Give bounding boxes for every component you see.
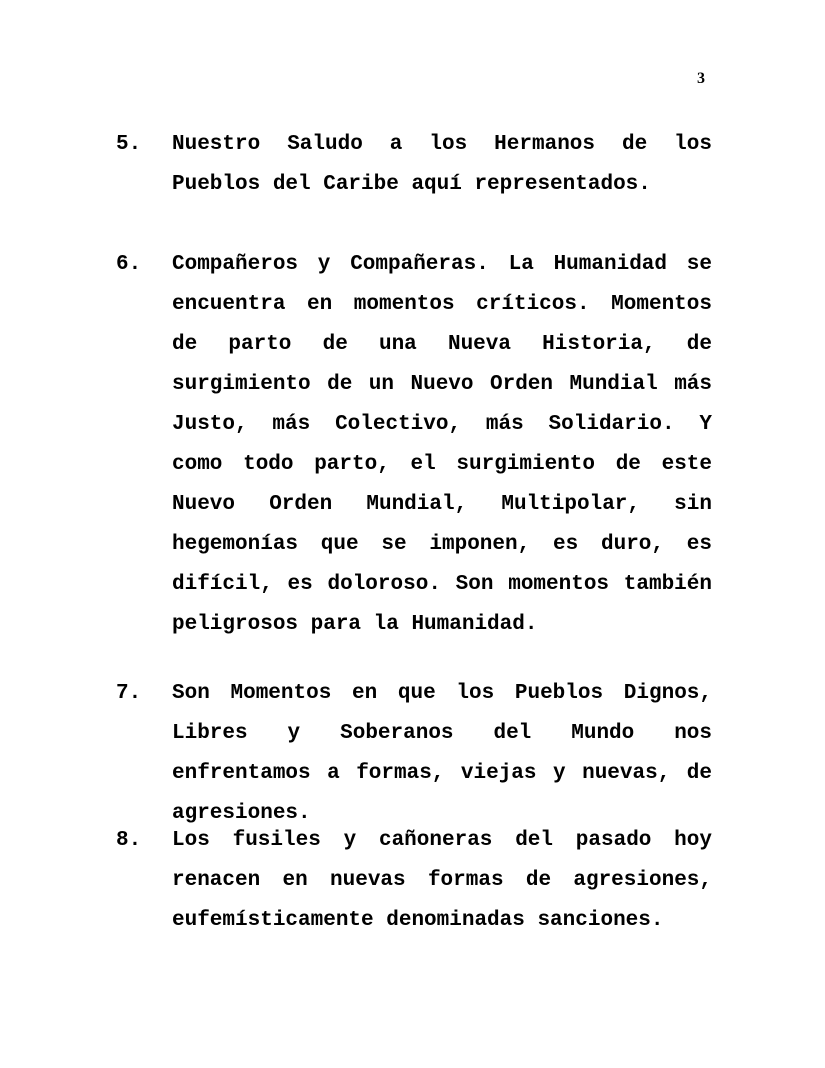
paragraph-text: Son Momentos en que los Pueblos Dignos, Libres y Soberanos del Mundo nos enfrentamos a formas, viejas y nuevas, de agresiones. (172, 682, 712, 825)
paragraph-number: 6. (116, 253, 142, 276)
page-number: 3 (697, 70, 705, 87)
paragraph-text: Nuestro Saludo a los Hermanos de los Pueblos del Caribe aquí representados. (172, 133, 712, 196)
numbered-paragraph (116, 674, 712, 834)
paragraph-text: Los fusiles y cañoneras del pasado hoy renacen en nuevas formas de agresiones, eufemísticamente denominadas sanciones. (172, 829, 712, 932)
paragraph-number: 7. (116, 682, 142, 705)
paragraph-number: 8. (116, 829, 142, 852)
paragraph-number: 5. (116, 133, 142, 156)
numbered-paragraph (116, 821, 712, 941)
numbered-paragraph (116, 125, 712, 205)
paragraph-text: Compañeros y Compañeras. La Humanidad se encuentra en momentos críticos. Momentos de parto de una Nueva Historia, de surgimiento de un Nuevo Orden Mundial más Justo, más Colectivo, más Solidario. Y como todo parto, el surgimiento de este Nuevo Orden Mundial, Multipolar, sin hegemonías que se imponen, es duro, es difícil, es doloroso. Son momentos también peligrosos para la Humanidad. (172, 253, 712, 636)
numbered-paragraph (116, 245, 712, 645)
